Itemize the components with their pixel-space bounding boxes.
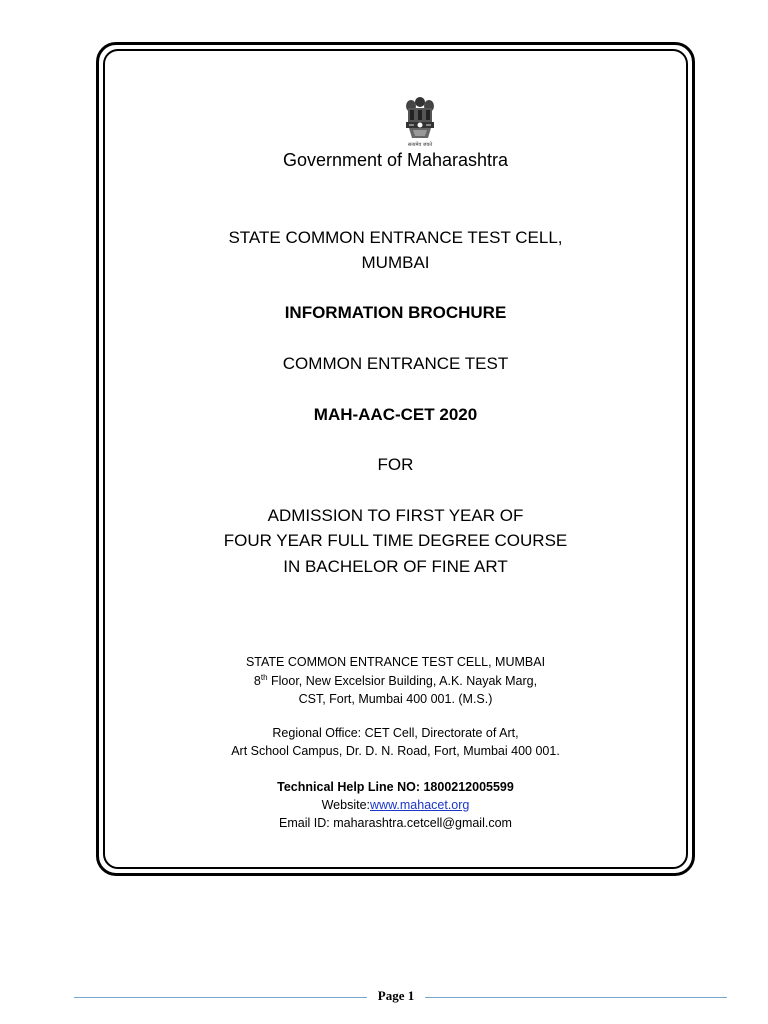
email-line: Email ID: maharashtra.cetcell@gmail.com [279,816,512,830]
address-line1: STATE COMMON ENTRANCE TEST CELL, MUMBAI [245,655,546,669]
cell-title-line1: STATE COMMON ENTRANCE TEST CELL, [228,228,563,247]
helpline: Technical Help Line NO: 1800212005599 [277,780,514,794]
for-label: FOR [377,455,414,474]
exam-name: MAH-AAC-CET 2020 [313,405,478,424]
government-title: Government of Maharashtra [282,150,509,170]
address-line2 [103,674,688,688]
address-line3: CST, Fort, Mumbai 400 001. (M.S.) [298,692,493,706]
floor-rest: Floor, New Excelsior Building, A.K. Nayak Marg, [267,674,538,688]
website-label: Website: [321,798,371,812]
test-title: COMMON ENTRANCE TEST [282,354,509,373]
cell-title-line2: MUMBAI [361,253,430,272]
emblem-motto: सत्यमेव जयते [407,142,433,148]
website-link[interactable]: www.mahacet.org [370,798,470,812]
brochure-title: INFORMATION BROCHURE [284,303,507,322]
admission-line1: ADMISSION TO FIRST YEAR OF [267,506,524,525]
floor-number: 8 [253,674,261,688]
regional-line1: Regional Office: CET Cell, Directorate of Art, [272,726,519,740]
admission-line2: FOUR YEAR FULL TIME DEGREE COURSE [223,531,568,550]
page-number: Page 1 [377,988,415,1003]
footer-rule-left [74,997,367,998]
admission-line3: IN BACHELOR OF FINE ART [283,557,508,576]
floor-suffix: th [260,672,268,682]
regional-line2: Art School Campus, Dr. D. N. Road, Fort, Mumbai 400 001. [231,744,560,758]
website-line [103,798,688,812]
footer-rule-right [425,997,727,998]
